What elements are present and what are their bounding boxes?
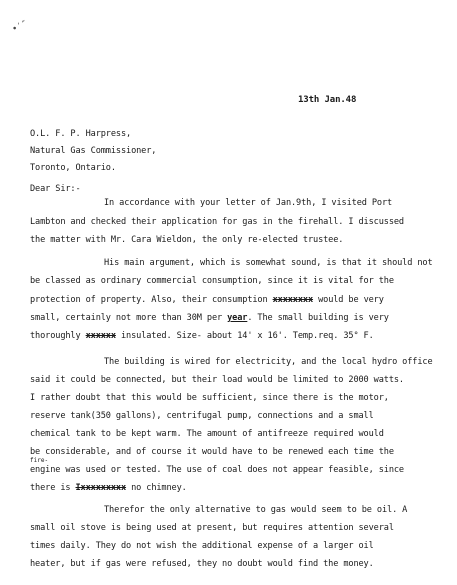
address-line-1: O.L. F. P. Harpress, (30, 129, 132, 139)
p2-line-5-text: thoroughly (30, 331, 86, 341)
address-line-2: Natural Gas Commissioner, (30, 146, 157, 156)
salutation: Dear Sir:- (30, 184, 81, 194)
p3-line-7: engine was used or tested. The use of coal does not appear feasible, since (30, 465, 404, 475)
p3-line-8-tail: no chimney. (126, 483, 187, 493)
struck-word: Ixxxxxxxxx (75, 483, 127, 493)
p3-line-8-text: there is (30, 483, 76, 493)
p4-line-3: times daily. They do not wish the additional expense of a larger oil (30, 541, 374, 551)
p4-line-2: small oil stove is being used at present, but requires attention several (30, 523, 394, 533)
p2-line-1: His main argument, which is somewhat sound, is that it should not (104, 258, 433, 268)
p2-line-3 (30, 295, 384, 305)
p1-line-3: the matter with Mr. Cara Wieldon, the only re-elected trustee. (30, 235, 344, 245)
p4-line-4: heater, but if gas were refused, they no doubt would find the money. (30, 559, 374, 569)
underlined-year: year (227, 313, 248, 323)
p3-line-4: reserve tank(350 gallons), centrifugal pump, connections and a small (30, 411, 374, 421)
struck-word: xxxxxx (85, 331, 116, 341)
p3-line-6: be considerable, and of course it would have to be renewed each time the (30, 447, 394, 457)
handwritten-correction: fire- (30, 457, 49, 464)
p2-line-5-tail: insulated. Size- about 14' x 16'. Temp.req. 35° F. (115, 331, 374, 341)
p3-line-2: said it could be connected, but their load would be limited to 2000 watts. (30, 375, 404, 385)
p1-line-1: In accordance with your letter of Jan.9th, I visited Port (104, 198, 393, 208)
p3-line-5: chemical tank to be kept warm. The amount of antifreeze required would (30, 429, 384, 439)
letter-date: 13th Jan.48 (298, 95, 357, 105)
corner-mark: •′″ (10, 19, 30, 35)
p2-line-2: be classed as ordinary commercial consumption, since it is vital for the (30, 276, 394, 286)
p2-line-4-text: small, certainly not more than 30M per (30, 313, 228, 323)
p2-line-4 (30, 313, 389, 323)
p1-line-2: Lambton and checked their application for gas in the firehall. I discussed (30, 217, 404, 227)
p3-line-1: The building is wired for electricity, and the local hydro office (104, 357, 433, 367)
p2-line-5 (30, 331, 374, 341)
p2-line-3-tail: would be very (318, 295, 384, 305)
p2-line-4-tail: . The small building is very (247, 313, 389, 323)
p3-line-3: I rather doubt that this would be sufficient, since there is the motor, (30, 393, 389, 403)
p4-line-1: Therefor the only alternative to gas would seem to be oil. A (104, 505, 408, 515)
struck-word: xxxxxxxx (272, 295, 314, 305)
p3-line-8 (30, 483, 187, 493)
address-line-3: Toronto, Ontario. (30, 163, 116, 173)
p2-line-3-text: protection of property. Also, their consumption (30, 295, 273, 305)
